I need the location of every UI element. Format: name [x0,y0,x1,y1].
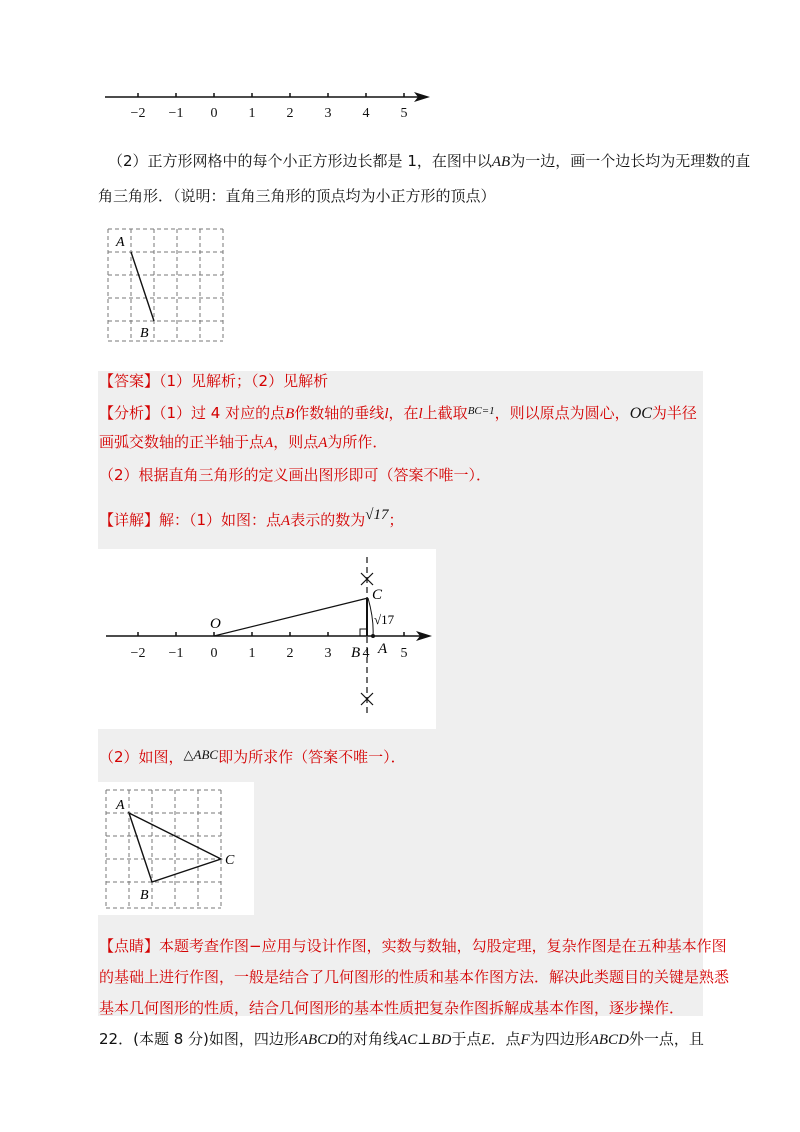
comment-line1: 【点睛】本题考查作图−应用与设计作图，实数与数轴，勾股定理，复杂作图是在五种基本作图 [99,937,727,955]
detail-line: 【详解】解：（1）如图：点A表示的数为√17； [99,507,404,529]
analysis-line1: 【分析】（1）过 4 对应的点B作数轴的垂线l，在l上截取$^{BC=1}$，则以原点为圆心，OC为半径 [99,404,697,422]
q22-line: 22．(本题 8 分)如图，四边形ABCD的对角线AC⊥BD于点E．点F为四边形ABCD外一点，且 [99,1030,704,1048]
sqrt17-label: √17 [374,612,395,627]
comment-line2: 的基础上进行作图，一般是结合了几何图形的性质和基本作图方法．解决此类题目的关键是熟悉 [99,968,730,986]
ab-label: AB [491,154,511,170]
point-b-label: B [351,645,361,661]
sqrt17-label: √17 [365,507,389,523]
comment-line3: 基本几何图形的性质，结合几何图形的基本性质把复杂作图拆解成基本作图，逐步操作． [99,999,685,1017]
triangle-abc-label: △ABC [183,747,219,762]
grid-figure-2 [98,782,254,915]
tick-label: 1 [248,106,256,121]
tick-label: 3 [324,646,332,661]
tick-label: 5 [400,646,408,661]
part2-line: （2）如图，△ABC即为所求作（答案不唯一）． [99,747,406,766]
tick-label: −2 [130,646,146,661]
tick-label: 0 [210,646,218,661]
tick-label: −1 [168,106,184,121]
tick-label: −2 [130,106,146,121]
point-c-label: C [372,587,383,603]
tick-label: 5 [400,106,408,121]
analysis-line3: （2）根据直角三角形的定义画出图形即可（答案不唯一）． [99,466,492,484]
point-o-label: O [210,616,221,632]
q2-line2: 角三角形．（说明：直角三角形的顶点均为小正方形的顶点） [98,187,496,205]
point-b-label: B [140,326,149,341]
grid-figure-1 [100,224,230,344]
tick-label: 2 [286,106,294,121]
tick-label: −1 [168,646,184,661]
tick-label: 1 [248,646,256,661]
tick-label: 4 [362,106,370,121]
analysis-line2: 画弧交数轴的正半轴于点A，则点A为所作． [99,433,388,451]
tick-label: 0 [210,106,218,121]
q2-line1: （2）正方形网格中的每个小正方形边长都是 1，在图中以AB为一边，画一个边长均为无理数的直 [108,152,751,170]
tick-label: 4 [362,646,370,661]
point-c-label: C [225,853,235,868]
point-b-label: B [140,888,149,903]
point-a-label: A [378,641,388,657]
top-number-line [100,84,440,124]
answer-line: 【答案】（1）见解析；（2）见解析 [99,372,329,390]
tick-label: 3 [324,106,332,121]
point-a-label: A [116,235,125,250]
tick-label: 2 [286,646,294,661]
figure2-number-line [98,549,436,729]
point-a-label: A [116,798,125,813]
